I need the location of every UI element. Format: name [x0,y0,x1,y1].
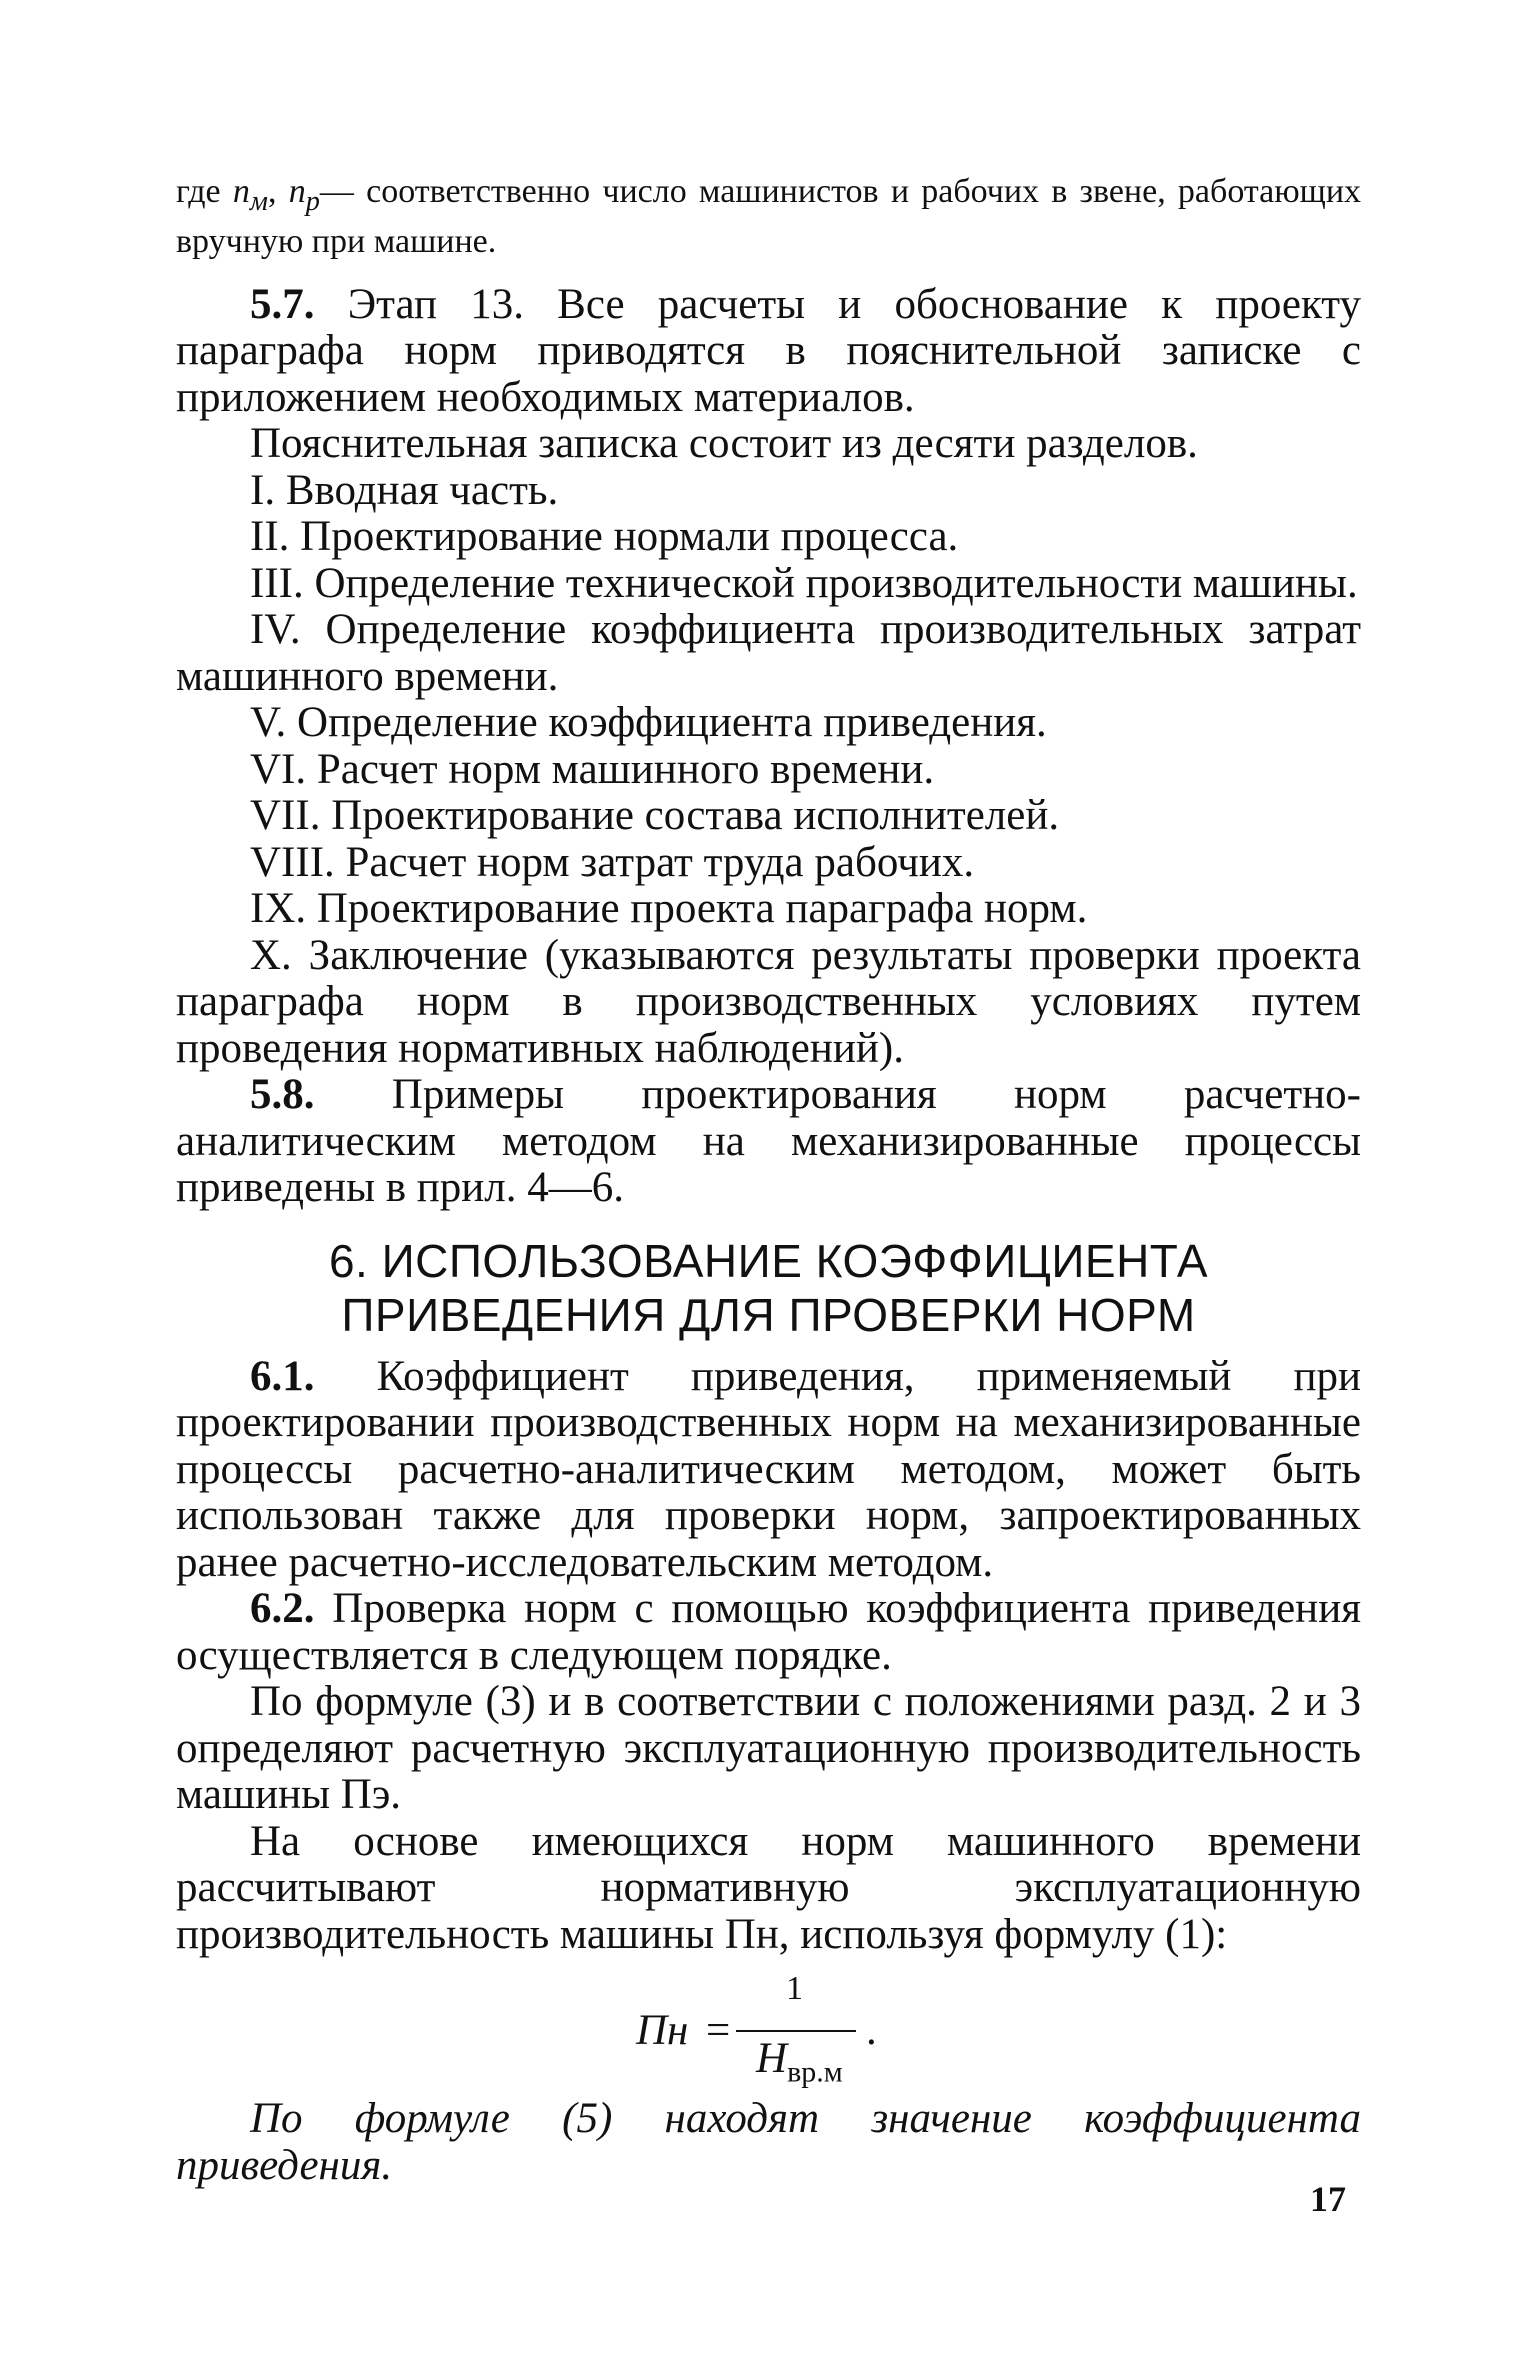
list-item: II. Проектирование нормали процесса. [250,513,959,561]
fraction-bar [736,2030,856,2032]
footnote-text: — соответственно число машинистов и рабочих в звене, работающих вручную при машине. [176,173,1362,260]
paragraph-6-1: 6.1. Коэффициент приведения, применяемый при проектировании производственных норм на механизированные процессы расчетно-аналитическим методом, может быть использован также для проверки норм, запроектированных ранее расчетно-исследовательским методом. [176,1352,1361,1586]
formula-block [176,1968,1361,2088]
paragraph-norm-productivity: На основе имеющихся норм машинного времени рассчитывают нормативную эксплуатационную производительность машины Пн, используя формулу (1): [176,1817,1361,1958]
paragraph-5-7: 5.7. Этап 13. Все расчеты и обоснование к проекту параграфа норм приводятся в пояснительной записке с приложением необходимых материалов. [176,280,1361,421]
heading-line: ПРИВЕДЕНИЯ ДЛЯ ПРОВЕРКИ НОРМ [341,1288,1196,1341]
note-intro: Пояснительная записка состоит из десяти разделов. [250,420,1198,468]
formula-end: . [866,2007,877,2055]
section-list [176,468,1361,1073]
section-heading [176,1234,1361,1342]
list-item: III. Определение технической производительности машины. [250,559,1358,607]
paragraph-number: 6.1. [250,1352,315,1400]
list-item: IX. Проектирование проекта параграфа норм. [250,885,1088,933]
formula-lhs: Пн [636,2007,689,2055]
paragraph-5-8: 5.8. Примеры проектирования норм расчетно-аналитическим методом на механизированные процессы приведены в прил. 4—6. [176,1071,1361,1212]
list-item: VII. Проектирование состава исполнителей. [250,792,1060,840]
list-item: X. Заключение (указываются результаты проверки проекта параграфа норм в производственных условиях путем проведения нормативных наблюдений). [176,931,1361,1072]
list-item: VIII. Расчет норм затрат труда рабочих. [250,838,975,886]
paragraph-6-2: 6.2. Проверка норм с помощью коэффициента приведения осуществляется в следующем порядке. [176,1585,1361,1679]
list-item: VI. Расчет норм машинного времени. [250,745,935,793]
footnote-var-np: $n_р$ [288,173,320,217]
footnote-lead: где [176,173,221,210]
formula-denominator: $Н_{вр.м}$ [756,2035,843,2089]
formula-numerator: 1 [786,1970,803,2008]
footnote: где $n_м$, $n_р—$ соответственно число машинистов и рабочих в звене, работающих вручную при машине. [176,173,1362,260]
paragraph-number: 5.7. [250,280,315,328]
footnote-var-nm: $n_м$ [232,173,268,217]
list-item: V. Определение коэффициента приведения. [250,699,1047,747]
paragraph-formula-5: По формуле (5) находят значение коэффициента приведения. [176,2095,1361,2189]
list-item: IV. Определение коэффициента производительных затрат машинного времени. [176,606,1361,700]
heading-line: 6. ИСПОЛЬЗОВАНИЕ КОЭФФИЦИЕНТА [328,1234,1209,1287]
formula-equals: = [706,2007,731,2055]
paragraph-number: 6.2. [250,1585,315,1633]
paragraph-number: 5.8. [250,1071,315,1119]
paragraph-formula-3: По формуле (3) и в соответствии с положениями разд. 2 и 3 определяют расчетную эксплуатационную производительность машины Пэ. [176,1678,1361,1819]
list-item: I. Вводная часть. [250,466,559,514]
page-number: 17 [1310,2179,1346,2219]
